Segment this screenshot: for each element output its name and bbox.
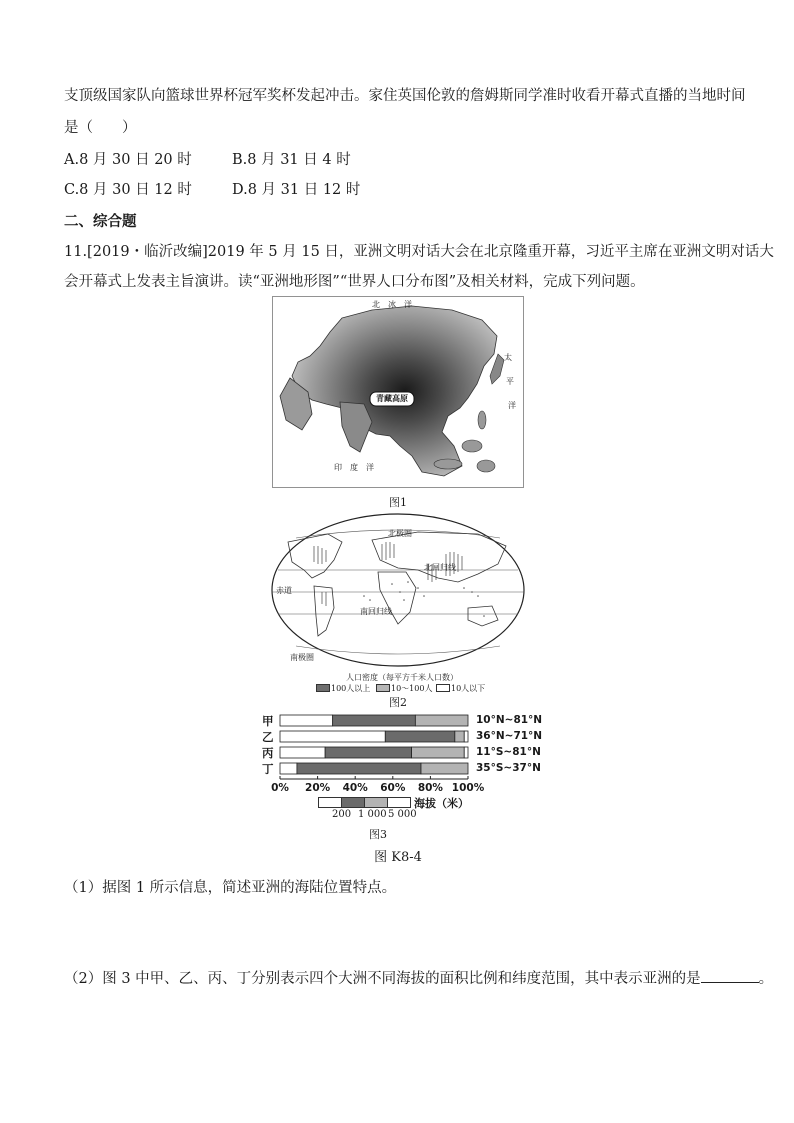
legend-label: 100人以上: [331, 684, 371, 693]
bar-segment: [415, 715, 468, 726]
sub-question-1: （1）据图 1 所示信息，简述亚洲的海陆位置特点。: [64, 880, 397, 896]
x-tick-labels: [262, 782, 532, 796]
plateau-label: 青藏高原: [376, 393, 408, 403]
island: [434, 459, 462, 469]
sub-question-2-text: （2）图 3 中甲、乙、丙、丁分别表示四个大洲不同海拔的面积比例和纬度范围，其中表示亚洲的是: [64, 971, 701, 987]
legend-label: 10～100人: [391, 684, 433, 693]
legend-value: 200: [332, 809, 352, 820]
question-line: 11.[2019・临沂改编]2019 年 5 月 15 日，亚洲文明对话大会在北京隆重开幕，习近平主席在亚洲文明对话大: [64, 244, 774, 260]
legend-swatch: [387, 797, 411, 808]
legend-swatch: [341, 797, 365, 808]
sub-question-2-end: 。: [758, 971, 774, 987]
option-d: D.8 月 31 日 12 时: [232, 182, 361, 198]
equator-label: 赤道: [276, 586, 292, 595]
section-title: 二、综合题: [64, 213, 137, 230]
option-c: C.8 月 30 日 12 时: [64, 182, 192, 198]
legend-swatch: [436, 684, 450, 692]
bar-segment: [455, 731, 464, 742]
bar-segment: [280, 763, 297, 774]
arctic-ocean-label: 北 冰 洋: [372, 300, 412, 309]
x-tick-label: 100%: [451, 782, 485, 794]
legend-title: 海拔（米）: [414, 797, 469, 810]
latitude-range: 11°S~81°N: [476, 746, 541, 758]
bar-segment: [280, 731, 385, 742]
category-label: 乙: [262, 730, 274, 744]
legend-swatch: [316, 684, 330, 692]
legend-swatch: [364, 797, 388, 808]
bar-segment: [464, 747, 468, 758]
answer-blank[interactable]: [701, 968, 759, 983]
figure-caption: 图 K8-4: [374, 850, 422, 865]
pacific-ocean-label-3: 洋: [508, 401, 516, 410]
pacific-ocean-label-2: 平: [506, 377, 514, 386]
category-label: 甲: [262, 714, 274, 728]
bar-segment: [412, 747, 465, 758]
bar-segment: [297, 763, 421, 774]
bar-segment: [333, 715, 416, 726]
arctic-circle-label: 北极圈: [388, 529, 412, 538]
bar-segment: [280, 715, 333, 726]
question-line: 会开幕式上发表主旨演讲。读“亚洲地形图”“世界人口分布图”及相关材料，完成下列问题。: [64, 274, 645, 290]
option-b: B.8 月 31 日 4 时: [232, 152, 351, 168]
x-tick-label: 80%: [417, 782, 443, 794]
population-legend: [316, 683, 496, 693]
indian-ocean-label: 印 度 洋: [334, 463, 374, 472]
fig3-caption: 图3: [369, 828, 387, 841]
bar-segment: [325, 747, 411, 758]
bar-segment: [464, 731, 468, 742]
legend-value: 5 000: [388, 809, 417, 820]
elevation-bar-chart: [262, 710, 543, 820]
tropic-capricorn-label: 南回归线: [360, 607, 392, 616]
asia-terrain-map: [272, 296, 524, 488]
sub-question-2: [64, 968, 773, 989]
island: [477, 460, 495, 472]
paragraph-line: 支顶级国家队向篮球世界杯冠军奖杯发起冲击。家住英国伦敦的詹姆斯同学准时收看开幕式直播的当地时间: [64, 88, 746, 104]
fig2-caption: 图2: [389, 696, 407, 709]
asia-terrain-svg: [272, 296, 524, 488]
latitude-range: 35°S~37°N: [476, 762, 541, 774]
category-label: 丁: [262, 762, 274, 776]
pacific-ocean-label-1: 太: [504, 353, 512, 362]
paragraph-line: 是（ ）: [64, 120, 137, 136]
world-population-map: [268, 512, 528, 694]
bar-segment: [280, 747, 325, 758]
antarctic-circle-label: 南极圈: [290, 653, 314, 662]
legend-swatch: [376, 684, 390, 692]
latitude-range: 36°N~71°N: [476, 730, 543, 742]
category-label: 丙: [262, 746, 274, 760]
x-tick-label: 40%: [342, 782, 368, 794]
legend-label: 10人以下: [451, 684, 486, 693]
bar-segment: [385, 731, 455, 742]
x-tick-label: 20%: [305, 782, 331, 794]
island: [478, 411, 486, 429]
legend-value: 1 000: [358, 809, 387, 820]
x-tick-label: 0%: [271, 782, 289, 794]
bar-segment: [421, 763, 468, 774]
fig1-caption: 图1: [389, 496, 407, 509]
population-legend-title: 人口密度（每平方千米人口数）: [346, 673, 458, 682]
tropic-cancer-label: 北回归线: [424, 563, 456, 572]
x-tick-label: 60%: [380, 782, 406, 794]
elevation-legend: [318, 797, 558, 821]
latitude-range: 10°N~81°N: [476, 714, 543, 726]
legend-swatch: [318, 797, 342, 808]
island: [462, 440, 482, 452]
option-a: A.8 月 30 日 20 时: [64, 152, 192, 168]
